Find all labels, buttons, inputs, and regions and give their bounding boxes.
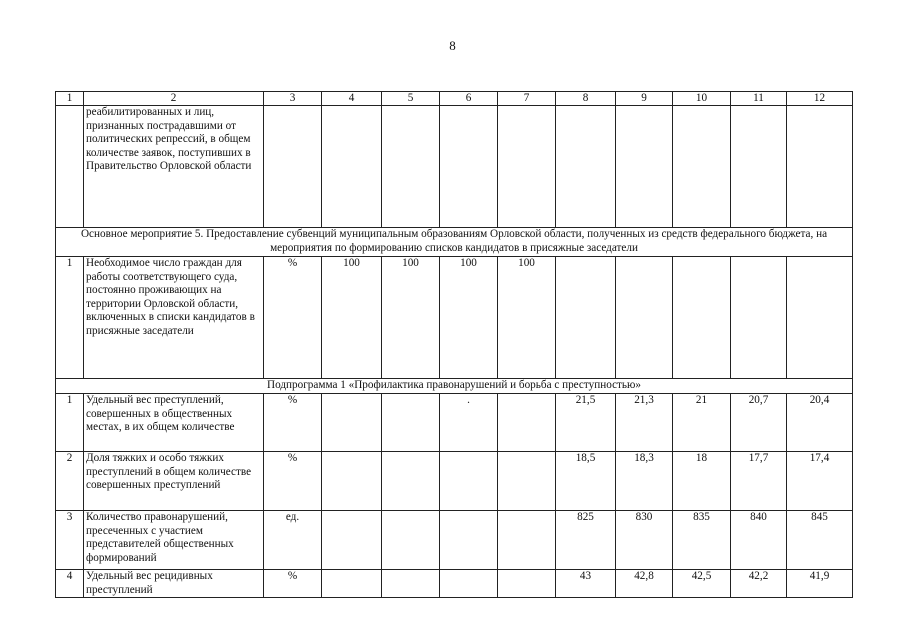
indicator-name: Доля тяжких и особо тяжких преступлений в общем количестве совершенных преступлений [84,452,264,511]
value-cell [440,570,498,598]
value-cell: 100 [322,257,382,379]
value-cell [382,570,440,598]
column-number: 3 [264,92,322,106]
value-cell: 41,9 [787,570,853,598]
indicator-name: Удельный вес рецидивных преступлений [84,570,264,598]
table-row [56,511,853,570]
value-cell: 18,3 [616,452,673,511]
value-cell: 21,5 [556,394,616,452]
value-cell: 42,2 [731,570,787,598]
value-cell: 825 [556,511,616,570]
unit-cell: % [264,570,322,598]
section-row [56,228,853,257]
value-cell: 21 [673,394,731,452]
value-cell [322,570,382,598]
column-number-row [56,92,853,106]
table-row [56,452,853,511]
value-cell [382,394,440,452]
column-number: 11 [731,92,787,106]
indicator-name: Удельный вес преступлений, совершенных в общественных местах, в их общем количестве [84,394,264,452]
row-number [56,106,84,228]
value-cell [440,511,498,570]
unit-cell: % [264,394,322,452]
column-number: 7 [498,92,556,106]
value-cell: 100 [440,257,498,379]
unit-cell: % [264,257,322,379]
column-number: 4 [322,92,382,106]
value-cell [498,394,556,452]
table-row [56,106,853,228]
value-cell: 43 [556,570,616,598]
value-cell [673,257,731,379]
indicator-name: Количество правонарушений, пресеченных с участием представителей общественных формирований [84,511,264,570]
row-number: 3 [56,511,84,570]
value-cell: 17,7 [731,452,787,511]
value-cell: 20,4 [787,394,853,452]
table-row [56,570,853,598]
row-number: 1 [56,257,84,379]
unit-cell: % [264,452,322,511]
value-cell: 42,5 [673,570,731,598]
section-title: Основное мероприятие 5. Предоставление субвенций муниципальным образованиям Орловской области, полученных из средств федерального бюджета, на мероприятия по формированию списков кандидатов в присяжные заседатели [56,228,853,257]
column-number: 12 [787,92,853,106]
column-number: 6 [440,92,498,106]
unit-cell: ед. [264,511,322,570]
value-cell: 42,8 [616,570,673,598]
column-number: 8 [556,92,616,106]
value-cell: 20,7 [731,394,787,452]
section-row [56,379,853,394]
indicator-name: реабилитированных и лиц, признанных пострадавшими от политических репрессий, в общем количестве заявок, поступивших в Правительство Орловской области [84,106,264,228]
column-number: 1 [56,92,84,106]
value-cell: . [440,394,498,452]
value-cell [498,511,556,570]
value-cell [382,511,440,570]
value-cell [382,452,440,511]
value-cell [787,257,853,379]
value-cell [322,452,382,511]
row-number: 4 [56,570,84,598]
value-cell: 18 [673,452,731,511]
value-cell: 830 [616,511,673,570]
value-cell: 835 [673,511,731,570]
value-cell [440,452,498,511]
value-cell [498,452,556,511]
value-cell [731,257,787,379]
value-cell: 840 [731,511,787,570]
column-number: 10 [673,92,731,106]
value-cell [498,570,556,598]
row-number: 1 [56,394,84,452]
value-cell: 100 [498,257,556,379]
column-number: 5 [382,92,440,106]
value-cell: 18,5 [556,452,616,511]
value-cell: 845 [787,511,853,570]
indicator-name: Необходимое число граждан для работы соответствующего суда, постоянно проживающих на территории Орловской области, включенных в списки кандидатов в присяжные заседатели [84,257,264,379]
value-cell: 21,3 [616,394,673,452]
value-cell [322,394,382,452]
value-cell: 17,4 [787,452,853,511]
subprogram-title: Подпрограмма 1 «Профилактика правонарушений и борьба с преступностью» [56,379,853,394]
value-cell [616,257,673,379]
page-number: 8 [449,38,456,53]
row-number: 2 [56,452,84,511]
table-row [56,257,853,379]
column-number: 2 [84,92,264,106]
value-cell: 100 [382,257,440,379]
column-number: 9 [616,92,673,106]
value-cell [322,511,382,570]
indicators-table [55,91,853,598]
table-row [56,394,853,452]
value-cell [556,257,616,379]
